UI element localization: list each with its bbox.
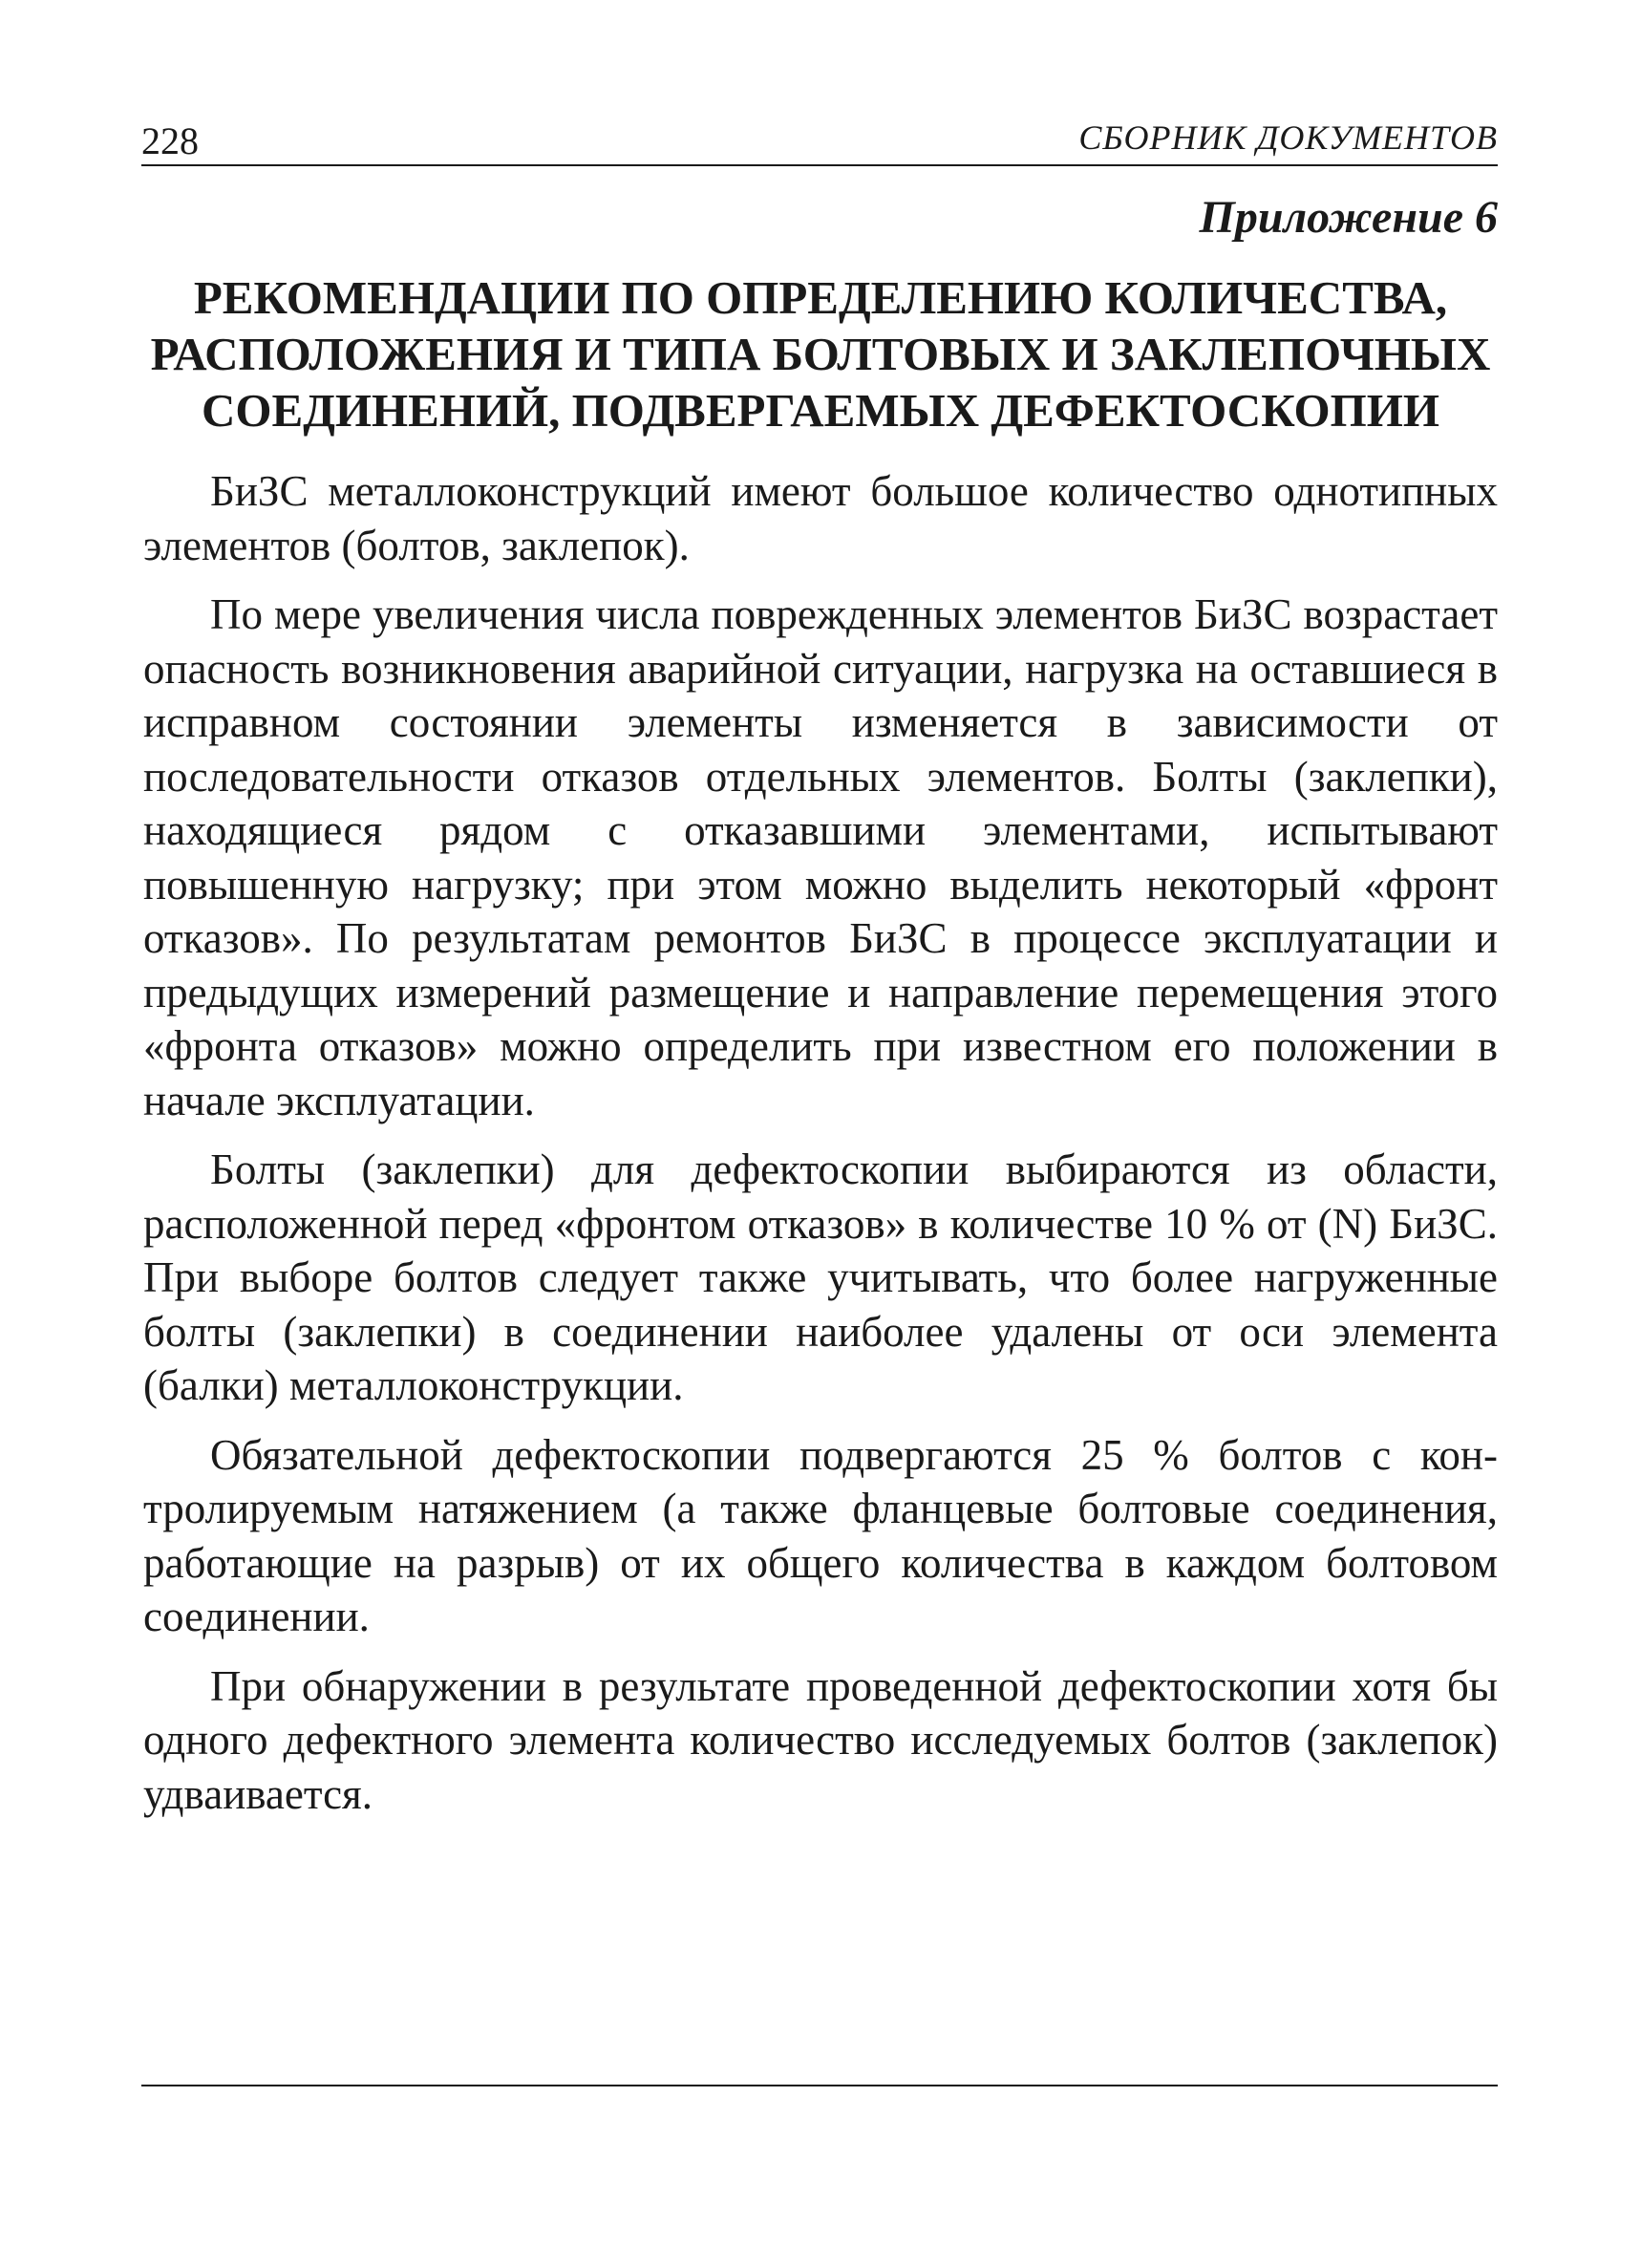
paragraph: Болты (заклепки) для дефектоскопии выбираются из области, расположенной перед «фронтом отказов» в количестве 10 % от (N) БиЗС. При выборе болтов следует также учитывать, что более нагруженные болты (заклепки) в соединении наиболее удалены от оси элемента (балки) металлоконструкции.	[143, 1145, 1498, 1409]
paragraph: Обязательной дефектоскопии подвергаются 25 % болтов с контролируемым натяжением (а также фланцевые болтовые соединения, работающие на разрыв) от их общего количества в каждом болтовом соединении.	[143, 1430, 1498, 1640]
appendix-label: Приложение 6	[1199, 192, 1498, 243]
document-title	[143, 269, 1498, 439]
paragraph: БиЗС металлоконструкций имеют большое количество однотипных элементов (болтов, заклепок).	[143, 467, 1498, 569]
body-text	[143, 464, 1498, 1836]
footer-divider	[141, 2085, 1498, 2086]
title-line: СОЕДИНЕНИЙ, ПОДВЕРГАЕМЫХ ДЕФЕКТОСКОПИИ	[202, 384, 1439, 437]
paragraph: При обнаружении в результате проведенной дефектоскопии хотя бы одного дефектного элемента количество исследуемых болтов (заклепок) удваивается.	[143, 1661, 1498, 1818]
title-line: РЕКОМЕНДАЦИИ ПО ОПРЕДЕЛЕНИЮ КОЛИЧЕСТВА,	[193, 271, 1448, 324]
page-number: 228	[141, 119, 199, 162]
title-line: РАСПОЛОЖЕНИЯ И ТИПА БОЛТОВЫХ И ЗАКЛЕПОЧНЫХ	[150, 328, 1491, 380]
paragraph: По мере увеличения числа поврежденных элементов БиЗС возрастает опасность возникновения аварийной ситуации, нагрузка на оставшиеся в исправном состоянии элементы изменяется в зависимости от последовательности отказов отдельных элементов. Болты (заклепки), находящиеся рядом с отказавшими элементами, испытывают повышенную нагрузку; при этом можно выделить некоторый «фронт отказов». По результатам ремонтов БиЗС в процессе эксплуатации и предыдущих измерений размещение и направление перемещения этого «фронта отказов» можно определить при известном его положении в начале эксплуатации.	[143, 590, 1498, 1124]
header-divider	[141, 164, 1498, 166]
running-title: СБОРНИК ДОКУМЕНТОВ	[1078, 118, 1498, 157]
